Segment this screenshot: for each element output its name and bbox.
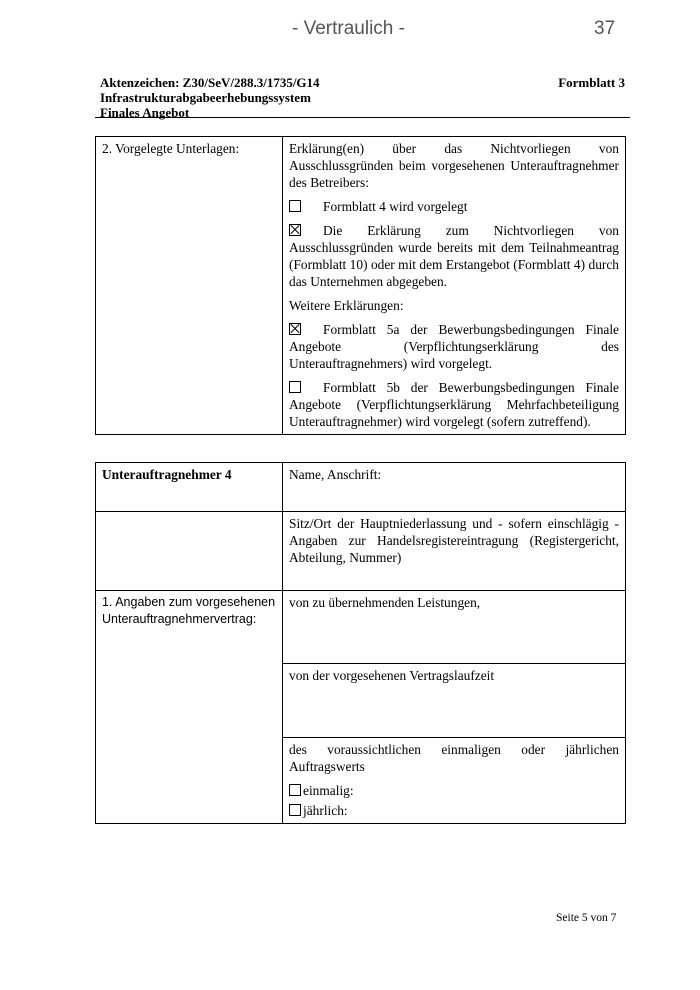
documents-table [95,136,626,435]
option-formblatt4 [289,198,619,215]
form-label: Formblatt 3 [558,75,625,90]
checked-checkbox-icon[interactable] [289,323,301,335]
checkbox-icon[interactable] [289,200,301,212]
checkbox-icon[interactable] [289,381,301,393]
system-name: Infrastrukturabgabeerhebungssystem [100,90,311,105]
contract-label: 1. Angaben zum vorgesehenen Unterauftragnehmervertrag: [96,591,283,824]
documents-intro: Erklärung(en) über das Nichtvorliegen von Ausschlussgründen beim vorgesehenen Unterauftragnehmer des Betreibers: [289,141,619,190]
empty-cell [96,512,283,591]
option-formblatt4-label: Formblatt 4 wird vorgelegt [323,199,468,214]
subcontractor-title: Unterauftragnehmer 4 [96,463,283,512]
option-yearly [289,802,619,819]
further-declarations: Weitere Erklärungen: [289,298,404,313]
contract-value-field [283,738,626,824]
documents-label: 2. Vorgelegte Unterlagen: [96,137,283,435]
option-formblatt5b-label: Formblatt 5b der Bewerbungsbedingungen Finale Angebote (Verpflichtungserklärung Mehrfachbeteiligung Unterauftragnehmer) wird vorgelegt (sofern zutreffend). [289,380,619,429]
name-address-field[interactable]: Name, Anschrift: [283,463,626,512]
option-once-label: einmalig: [303,783,354,798]
option-yearly-label: jährlich: [303,803,348,818]
services-field[interactable]: von zu übernehmenden Leistungen, [283,591,626,664]
registered-seat-field[interactable]: Sitz/Ort der Hauptniederlassung und - sofern einschlägig - Angaben zur Handelsregistereintragung (Registergericht, Abteilung, Nummer) [283,512,626,591]
offer-type: Finales Angebot [100,105,190,120]
confidential-label: - Vertraulich - [292,18,405,39]
subcontractor-table [95,462,626,824]
checked-checkbox-icon[interactable] [289,224,301,236]
file-reference: Aktenzeichen: Z30/SeV/288.3/1735/G14 [100,75,320,90]
option-formblatt5a-label: Formblatt 5a der Bewerbungsbedingungen Finale Angebote (Verpflichtungserklärung des Unterauftragnehmers) wird vorgelegt. [289,322,619,371]
header-divider [95,117,630,118]
option-formblatt5b [289,379,619,430]
contract-value-label: des voraussichtlichen einmaligen oder jährlichen Auftragswerts [289,742,619,774]
documents-content [283,137,626,435]
page-footer: Seite 5 von 7 [556,912,617,924]
option-formblatt5a [289,321,619,372]
document-header [100,75,625,120]
option-once [289,782,619,799]
option-already-submitted [289,222,619,290]
contract-duration-field[interactable]: von der vorgesehenen Vertragslaufzeit [283,664,626,738]
option-already-submitted-label: Die Erklärung zum Nichtvorliegen von Ausschlussgründen wurde bereits mit dem Teilnahmeantrag (Formblatt 10) oder mit dem Erstangebot (Formblatt 4) durch das Unternehmen abgegeben. [289,223,619,289]
checkbox-icon[interactable] [289,804,301,816]
page-number: 37 [594,18,616,39]
checkbox-icon[interactable] [289,784,301,796]
